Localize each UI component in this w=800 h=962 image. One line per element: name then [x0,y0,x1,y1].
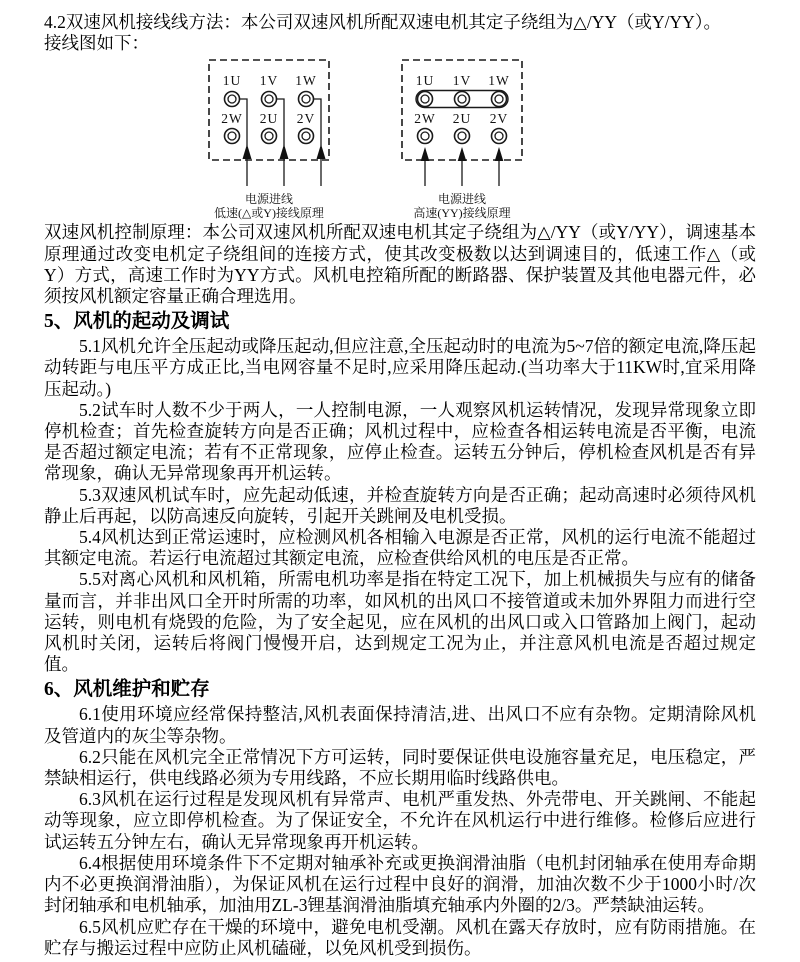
terminal-circle-inner [495,95,503,103]
intro-line-2: 接线图如下： [44,33,149,54]
intro-line-1: 4.2双速风机接线线方法：本公司双速风机所配双速电机其定子绕组为△/YY（或Y/YY）。 [44,12,721,32]
paragraph-5-1: 5.1风机允许全压起动或降压起动,但应注意,全压起动时的电流为5~7倍的额定电流,降压起动转距与电压平方成正比,当电网容量不足时,应采用降压起动.(当功率大于11KW时,宜采用降压起动。) [44,336,756,399]
terminal-label: 1W [488,73,510,89]
terminal-label: 1V [452,73,472,89]
terminal-1u [416,73,435,107]
low-speed-diagram-canvas [184,56,354,191]
power-feed-wires [421,147,504,186]
paragraph-6-4: 6.4根据使用环境条件下不定期对轴承补充或更换润滑油脂（电机封闭轴承在使用寿命期内不必更换润滑油脂），为保证风机在运行过程中良好的润滑，加油次数不少于1000小时/次封闭轴承和电机轴承，加油用ZL-3锂基润滑油脂填充轴承内外圈的2/3。严禁缺油运转。 [44,852,756,916]
terminal-2u [260,111,279,144]
arrow-up-icon [495,147,504,161]
high-speed-wiring-diagram [377,56,547,220]
wiring-diagrams [44,54,756,222]
terminal-2w [221,111,243,144]
paragraph-5-3: 5.3双速风机试车时，应先起动低速，并检查旋转方向是否正确；起动高速时必须待风机静止后再起，以防高速反向旋转，引起开关跳闸及电机受损。 [44,484,756,526]
high-speed-diagram-canvas [377,56,547,191]
terminal-1u [223,73,242,107]
arrow-up-icon [317,144,326,159]
terminal-circle-inner [302,95,310,103]
paragraph-5-2: 5.2试车时人数不少于两人，一人控制电源，一人观察风机运转情况，发现异常现象立即停机检查；首先检查旋转方向是否正确；风机过程中，应检查各相运转电流是否平衡，电流是否超过额定电流；若有不正常现象，应停止检查。运转五分钟后，停机检查风机是否有异常现象，确认无异常现象再开机运转。 [44,399,756,484]
terminal-label: 2U [259,111,279,127]
terminal-2u [453,111,472,144]
caption-mode: 高速(YY)接线原理 [413,205,511,220]
terminal-1w [488,73,510,107]
terminal-label: 1W [295,73,317,89]
terminal-label: 2W [414,111,436,127]
terminal-1w [295,73,317,107]
terminal-label: 2V [489,111,509,127]
terminal-circle-inner [458,132,466,140]
arrow-up-icon [421,147,430,161]
terminal-label: 2U [452,111,472,127]
terminal-2v [297,111,316,144]
paragraph-6-1: 6.1使用环境应经常保持整洁,风机表面保持清洁,进、出风口不应有杂物。定期清除风机及管道内的灰尘等杂物。 [44,704,756,746]
terminal-2w [414,111,436,144]
terminal-circle-inner [495,132,503,140]
section-5-heading: 5、风机的起动及调试 [44,311,230,333]
terminal-label: 1V [259,73,279,89]
terminal-label: 1U [415,73,435,89]
section-6-heading: 6、风机维护和贮存 [44,679,210,701]
terminal-circle-inner [265,132,273,140]
terminal-circle-inner [302,132,310,140]
caption-mode: 低速(△或Y)接线原理 [214,205,324,220]
terminal-circle-inner [458,95,466,103]
arrow-up-icon [280,144,289,159]
paragraph-6-5: 6.5风机应贮存在干燥的环境中，避免电机受潮。风机在露天存放时，应有防雨措施。在贮存与搬运过程中应防止风机磕碰，以免风机受到损伤。 [44,916,756,958]
caption-power-inlet: 电源进线 [437,192,486,207]
caption-power-inlet: 电源进线 [244,192,293,207]
paragraph-6-2: 6.2只能在风机完全正常情况下方可运转，同时要保证供电设施容量充足，电压稳定，严禁缺相运行，供电线路必须为专用线路，不应长期用临时线路供电。 [44,746,756,789]
terminal-label: 2W [221,111,243,127]
terminal-circle-inner [228,132,236,140]
terminal-circle-inner [421,132,429,140]
terminal-1v [453,73,472,107]
paragraph-5-4: 5.4风机达到正常运速时，应检测风机各相输入电源是否正常，风机的运行电流不能超过其额定电流。若运行电流超过其额定电流，应检查供给风机的电压是否正常。 [44,527,756,569]
terminal-1v [260,73,279,107]
low-speed-caption [184,193,354,220]
terminal-2v [490,111,509,144]
paragraph-5-5: 5.5对离心风机和风机箱，所需电机功率是指在特定工况下，加上机械损失与应有的储备量而言，并非出风口全开时所需的功率，如风机的出风口不接管道或未加外界阻力而进行空运转，则电机有烧毁的危险，为了安全起见，应在风机的出风口或入口管路加上阀门，起动风机时关闭，运转后将阀门慢慢开启，达到规定工况为止，并注意风机电流是否超过规定值。 [44,569,756,675]
high-speed-caption [377,193,547,220]
terminal-label: 1U [222,73,242,89]
control-principle-paragraph: 双速风机控制原理：本公司双速风机所配双速电机其定子绕组为△/YY（或Y/YY），调速基本原理通过改变电机定子绕组间的连接方式，使其改变极数以达到调速目的，低速工作△（或Y）方式，高速工作时为YY方式。风机电控箱所配的断路器、保护装置及其他电器元件，必须按风机额定容量正确合理选用。 [44,222,756,307]
arrow-up-icon [458,147,467,161]
terminal-label: 2V [296,111,316,127]
terminal-circle-inner [265,95,273,103]
arrow-up-icon [243,144,252,159]
terminal-circle-inner [421,95,429,103]
terminal-circle-inner [228,95,236,103]
paragraph-6-3: 6.3风机在运行过程是发现风机有异常声、电机严重发热、外壳带电、开关跳闸、不能起动等现象，应立即停机检查。为了保证安全，不允许在风机运行中进行维修。检修后应进行试运转五分钟左右，确认无异常现象再开机运转。 [44,789,756,852]
low-speed-wiring-diagram [184,56,354,220]
